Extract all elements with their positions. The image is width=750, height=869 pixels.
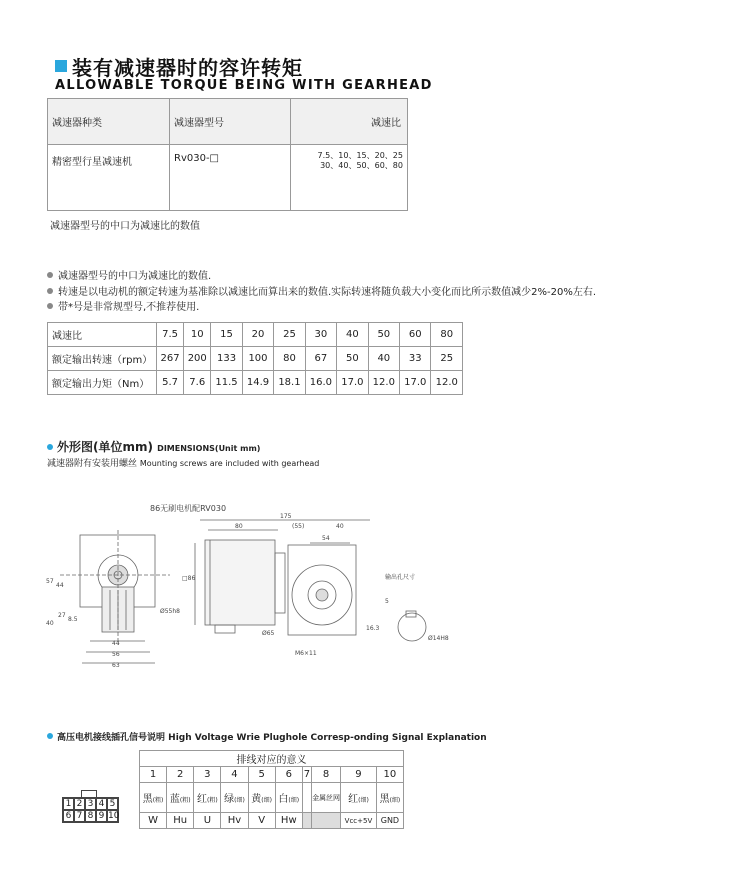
bullet-dot-icon — [47, 288, 53, 294]
table-row: 1 2 3 4 5 6 7 8 9 10 — [140, 767, 404, 783]
svg-text:44: 44 — [56, 582, 64, 589]
svg-text:40: 40 — [46, 620, 54, 627]
torque-table — [47, 322, 463, 395]
reducer-ratios — [291, 145, 408, 211]
bullet-dot-icon — [47, 303, 53, 309]
table-row: 减速比 7.5 10 15 20 25 30 40 50 60 80 — [48, 323, 463, 347]
reducer-table — [47, 98, 408, 211]
connector-latch-icon — [81, 790, 97, 797]
svg-text:(55): (55) — [292, 523, 305, 530]
connector-pins: 1 2 3 4 5 6 7 8 9 10 — [62, 797, 119, 823]
svg-text:175: 175 — [280, 513, 292, 520]
svg-text:5: 5 — [385, 598, 389, 605]
table-row: 黑(粗) 蓝(粗) 红(粗) 绿(细) 黄(细) 白(细) 金属丝网 红(细) 黑(细) — [140, 783, 404, 813]
page-title: 装有减速器时的容许转矩 — [72, 56, 303, 80]
col-model: 减速器型号 — [170, 99, 291, 145]
ratios-line-2: 30、40、50、60、80 — [320, 161, 403, 170]
dimensions-title: 外形图(单位mm) DIMENSIONS(Unit mm) — [47, 438, 260, 455]
svg-text:Ø55h8: Ø55h8 — [160, 608, 180, 615]
svg-text:63: 63 — [112, 662, 120, 669]
ratios-line-1: 7.5、10、15、20、25 — [317, 151, 403, 160]
svg-text:27: 27 — [58, 612, 66, 619]
reducer-type: 精密型行星减速机 — [48, 145, 170, 211]
bullet-1: 减速器型号的中口为减速比的数值. — [47, 267, 211, 282]
connector-diagram — [62, 790, 119, 823]
svg-text:8.5: 8.5 — [68, 616, 78, 623]
svg-text:54: 54 — [322, 535, 330, 542]
dimensions-subtitle: 减速器附有安装用螺丝 Mounting screws are included with gearhead — [47, 459, 320, 469]
table-row: W Hu U Hv V Hw Vcc+5V GND — [140, 813, 404, 829]
svg-text:M6×11: M6×11 — [295, 650, 317, 657]
signal-header: 排线对应的意义 — [140, 751, 404, 767]
bullet-dot-icon — [47, 272, 53, 278]
svg-text:56: 56 — [112, 651, 120, 658]
svg-text:80: 80 — [235, 523, 243, 530]
svg-text:Ø65: Ø65 — [262, 630, 275, 637]
title-square-icon — [55, 60, 67, 72]
svg-text:40: 40 — [336, 523, 344, 530]
side-view — [160, 513, 370, 657]
front-view — [46, 530, 170, 669]
col-type: 减速器种类 — [48, 99, 170, 145]
reducer-model: Rv030-□ — [170, 145, 291, 211]
svg-text:Ø14H8: Ø14H8 — [428, 635, 449, 642]
table-row: 额定输出转速（rpm） 267 200 133 100 80 67 50 40 33 25 — [48, 347, 463, 371]
svg-text:16.3: 16.3 — [366, 625, 380, 632]
bullet-dot-icon — [47, 733, 53, 739]
table-row: 额定输出力矩（Nm） 5.7 7.6 11.5 14.9 18.1 16.0 17.0 12.0 17.0 12.0 — [48, 371, 463, 395]
svg-text:57: 57 — [46, 578, 54, 585]
bullet-2: 转速是以电动机的额定转速为基准除以减速比而算出来的数值.实际转速将随负载大小变化而比所示数值减少2%-20%左右. — [47, 283, 596, 298]
svg-text:□86: □86 — [182, 575, 196, 582]
bullet-dot-icon — [47, 444, 53, 450]
svg-text:44: 44 — [112, 640, 120, 647]
dimension-drawing — [40, 495, 460, 680]
signal-title: 高压电机接线插孔信号说明 High Voltage Wrie Plughole Corresp-onding Signal Explanation — [47, 730, 487, 743]
reducer-note: 减速器型号的中口为减速比的数值 — [50, 221, 200, 232]
drawing-title: 86无刷电机配RV030 — [150, 504, 227, 513]
bullet-3: 带*号是非常规型号,不推荐使用. — [47, 298, 199, 313]
page-title-en: ALLOWABLE TORQUE BEING WITH GEARHEAD — [55, 78, 433, 93]
output-hole-detail — [366, 573, 449, 642]
signal-table — [139, 750, 404, 829]
svg-text:输出孔尺寸: 输出孔尺寸 — [385, 574, 416, 581]
col-ratio: 减速比 — [291, 99, 408, 145]
